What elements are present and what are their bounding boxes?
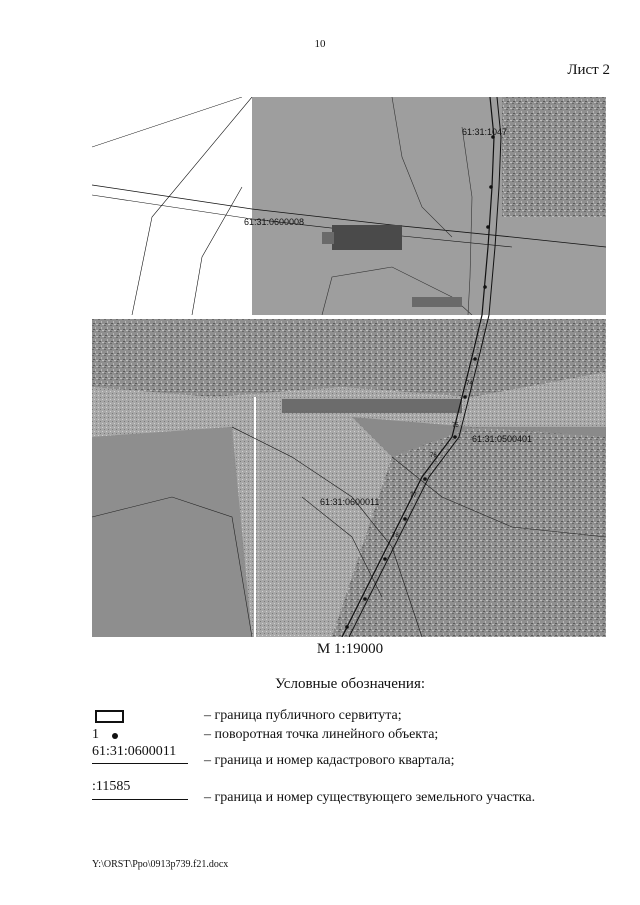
servitude-boundary-symbol bbox=[95, 710, 124, 723]
legend-row-quarter bbox=[92, 744, 622, 768]
map-point-label: 76 bbox=[430, 453, 437, 459]
legend-symbol-text: :11585 bbox=[92, 779, 131, 794]
land-plot-boundary-line bbox=[92, 799, 188, 800]
legend-symbol-text: 1 bbox=[92, 727, 99, 742]
map-label-quarter-1: 61:31:0600008 bbox=[244, 217, 305, 227]
legend-desc: – поворотная точка линейного объекта; bbox=[204, 727, 439, 742]
map-scale: М 1:19000 bbox=[316, 641, 384, 657]
legend-desc: – граница публичного сервитута; bbox=[204, 708, 402, 723]
legend-desc: – граница и номер кадастрового квартала; bbox=[204, 753, 455, 768]
sheet-label: Лист 2 bbox=[567, 62, 610, 78]
map-point-label: 75 bbox=[452, 423, 459, 429]
legend-row-servitude bbox=[92, 708, 622, 726]
map-label-quarter-3: 61:31:0500401 bbox=[472, 434, 533, 444]
cadastral-map bbox=[92, 97, 606, 637]
legend-row-land-plot bbox=[92, 779, 622, 803]
map-label-quarter-2: 61:31:0600011 bbox=[320, 497, 380, 507]
legend-title: Условные обозначения: bbox=[274, 676, 426, 692]
page-number: 10 bbox=[314, 38, 326, 50]
quarter-boundary-line bbox=[92, 763, 188, 764]
legend-symbol-text: 61:31:0600011 bbox=[92, 744, 177, 759]
legend-row-turning-point bbox=[92, 727, 622, 745]
legend-desc: – граница и номер существующего земельного участка. bbox=[204, 790, 536, 805]
file-path: Y:\ORST\Ppo\0913p739.f21.docx bbox=[92, 859, 229, 870]
turning-point-dot-icon bbox=[112, 733, 118, 739]
map-point-label: 74 bbox=[466, 381, 473, 387]
map-point-label: 77 bbox=[410, 493, 417, 499]
map-label-quarter-4: 61:31:1047 bbox=[462, 127, 508, 137]
map-point-label: 78 bbox=[392, 533, 399, 539]
